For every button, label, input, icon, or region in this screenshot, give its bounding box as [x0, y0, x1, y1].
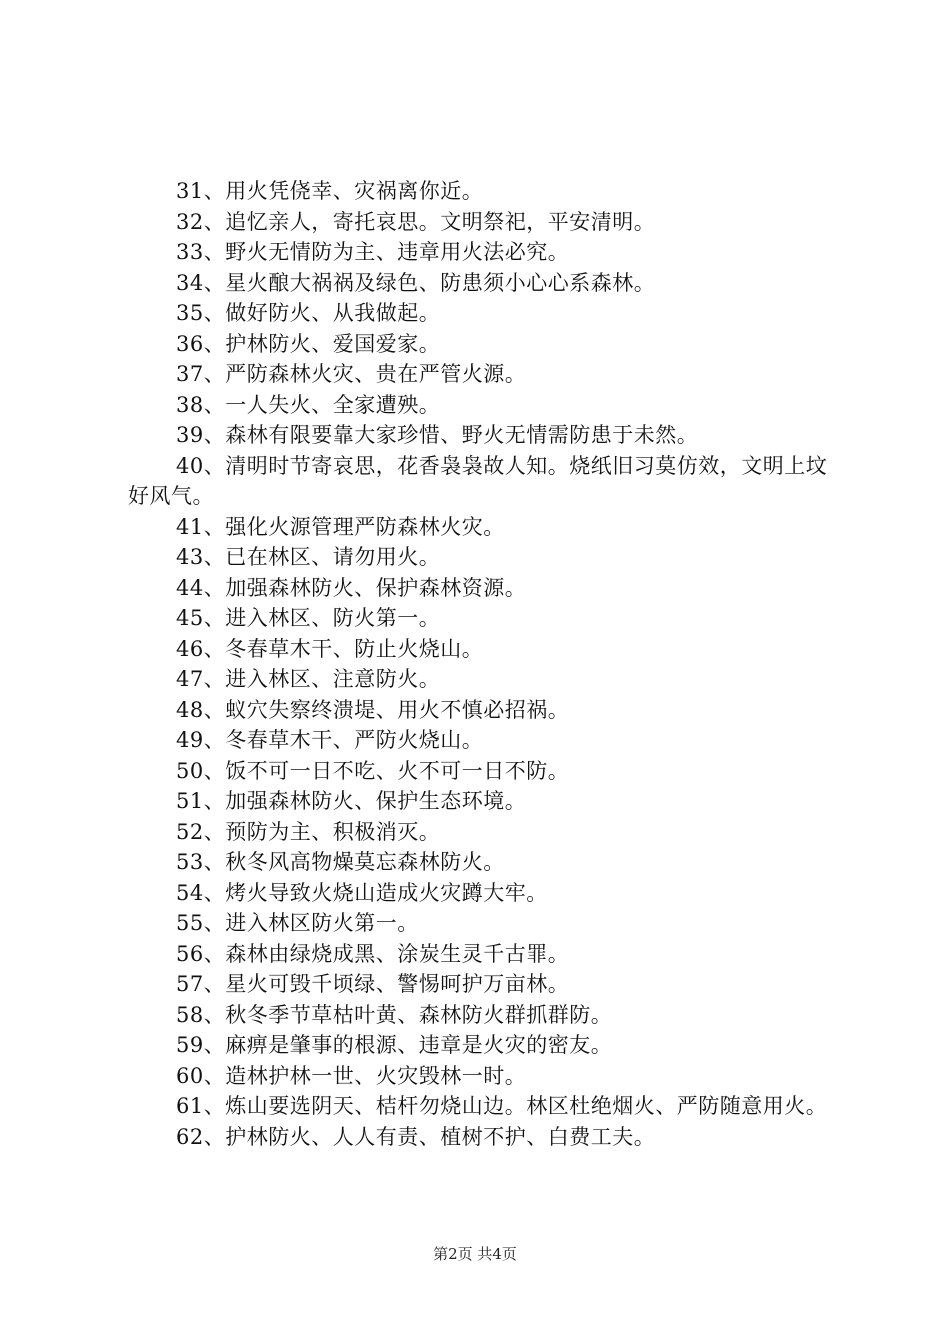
list-item: 37、严防森林火灾、贵在严管火源。 [176, 362, 527, 386]
list-item: 50、饭不可一日不吃、火不可一日不防。 [176, 758, 570, 783]
list-item: 43、已在林区、请勿用火。 [176, 545, 441, 569]
list-item: 58、秋冬季节草枯叶黄、森林防火群抓群防。 [176, 1002, 613, 1027]
list-item: 56、森林由绿烧成黑、涂炭生灵千古罪。 [176, 941, 570, 966]
list-item: 45、进入林区、防火第一。 [176, 606, 441, 630]
list-item: 53、秋冬风高物燥莫忘森林防火。 [176, 850, 505, 874]
list-item: 51、加强森林防火、保护生态环境。 [176, 789, 527, 813]
slogan-list [128, 176, 838, 1152]
list-item: 54、烤火导致火烧山造成火灾蹲大牢。 [176, 880, 548, 905]
list-item: 31、用火凭侥幸、灾祸离你近。 [176, 179, 484, 203]
list-item: 46、冬春草木干、防止火烧山。 [176, 636, 484, 661]
list-item: 33、野火无情防为主、违章用火法必究。 [176, 240, 570, 264]
page-footer: 第2页 共4页 [433, 1245, 517, 1263]
list-item: 48、蚁穴失察终溃堤、用火不慎必招祸。 [176, 697, 570, 722]
list-item: 44、加强森林防火、保护森林资源。 [176, 575, 527, 600]
list-item: 32、追忆亲人，寄托哀思。文明祭祀，平安清明。 [176, 209, 656, 234]
list-item: 40、清明时节寄哀思，花香袅袅故人知。烧纸旧习莫仿效，文明上坟好风气。 [128, 453, 828, 508]
list-item: 38、一人失火、全家遭殃。 [176, 392, 441, 417]
list-item: 52、预防为主、积极消灭。 [176, 819, 441, 844]
list-item: 39、森林有限要靠大家珍惜、野火无情需防患于未然。 [176, 423, 699, 447]
list-item: 61、炼山要选阴天、桔杆勿烧山边。林区杜绝烟火、严防随意用火。 [176, 1094, 828, 1118]
list-item: 62、护林防火、人人有责、植树不护、白费工夫。 [176, 1124, 656, 1149]
list-item: 36、护林防火、爱国爱家。 [176, 331, 441, 356]
list-item: 60、造林护林一世、火灾毁林一时。 [176, 1063, 527, 1088]
list-item: 47、进入林区、注意防火。 [176, 667, 441, 691]
list-item: 55、进入林区防火第一。 [176, 911, 419, 935]
list-item: 49、冬春草木干、严防火烧山。 [176, 728, 484, 752]
list-item: 57、星火可毁千顷绿、警惕呵护万亩林。 [176, 972, 570, 996]
list-item: 35、做好防火、从我做起。 [176, 301, 441, 325]
list-item: 41、强化火源管理严防森林火灾。 [176, 514, 505, 539]
list-item: 34、星火酿大祸祸及绿色、防患须小心心系森林。 [176, 270, 656, 295]
list-item: 59、麻痹是肇事的根源、违章是火灾的密友。 [176, 1033, 613, 1057]
